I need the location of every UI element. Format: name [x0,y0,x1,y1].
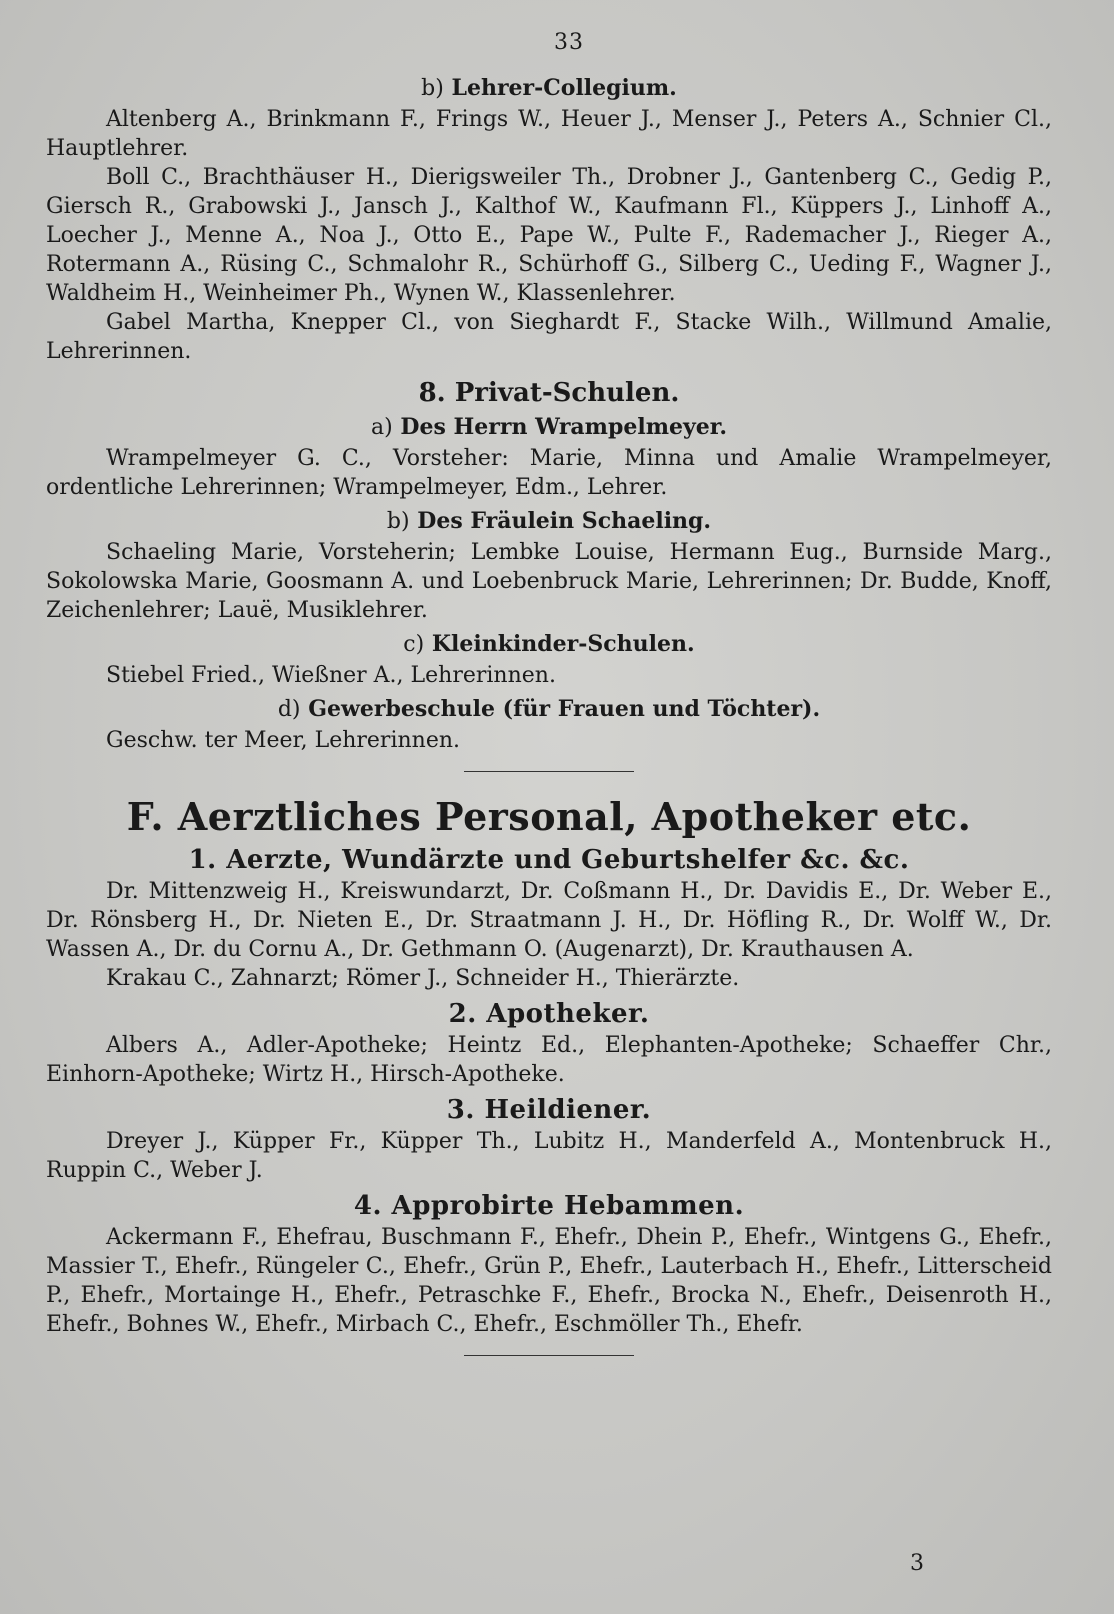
section-heading [46,508,1052,534]
name-list-paragraph: Schaeling Marie, Vorsteherin; Lembke Louise, Hermann Eug., Burnside Marg., Sokolowska Marie, Goosmann A. und Loebenbruck Marie, Lehrerinnen; Dr. Budde, Knoff, Zeichenlehrer; Lauë, Musiklehrer. [46,540,1052,623]
name-list-paragraph: Stiebel Fried., Wießner A., Lehrerinnen. [106,663,556,688]
name-list-paragraph: Krakau C., Zahnarzt; Römer J., Schneider H., Thierärzte. [106,966,740,991]
heading-text: 2. Apotheker. [448,999,650,1029]
heading-text: Des Herrn Wrampelmeyer. [400,414,727,440]
section-heading [46,378,1052,408]
section-heading [46,696,1052,722]
section-divider [464,1355,634,1356]
heading-label: b) [386,509,410,534]
name-list-paragraph: Albers A., Adler-Apotheke; Heintz Ed., Elephanten-Apotheke; Schaeffer Chr., Einhorn-Apotheke; Wirtz H., Hirsch-Apotheke. [46,1033,1052,1087]
heading-label: c) [403,632,425,657]
page-content [46,30,1052,1368]
name-list-paragraph: Dr. Mittenzweig H., Kreiswundarzt, Dr. Coßmann H., Dr. Davidis E., Dr. Weber E., Dr. Rönsberg H., Dr. Nieten E., Dr. Straatmann J. H., Dr. Höfling R., Dr. Wolff W., Dr. Wassen A., Dr. du Cornu A., Dr. Gethmann O. (Augenarzt), Dr. Krauthausen A. [46,879,1052,962]
heading-text: 1. Aerzte, Wundärzte und Geburtshelfer &c. &c. [188,845,910,875]
name-list-paragraph: Ackermann F., Ehefrau, Buschmann F., Ehefr., Dhein P., Ehefr., Wintgens G., Ehefr., Massier T., Ehefr., Rüngeler C., Ehefr., Grün P., Ehefr., Lauterbach H., Ehefr., Litterscheid P., Ehefr., Mortainge H., Ehefr., Petraschke F., Ehefr., Brocka N., Ehefr., Deisenroth H., Ehefr., Bohnes W., Ehefr., Mirbach C., Ehefr., Eschmöller Th., Ehefr. [46,1225,1052,1337]
name-list-paragraph: Dreyer J., Küpper Fr., Küpper Th., Lubitz H., Manderfeld A., Montenbruck H., Ruppin C., Weber J. [46,1129,1052,1183]
page-number: 33 [554,30,584,55]
heading-text: F. Aerztliches Personal, Apotheker etc. [126,794,972,839]
heading-text: 4. Approbirte Hebammen. [353,1191,745,1221]
heading-text: 3. Heildiener. [446,1095,652,1125]
section-heading [46,1095,1052,1125]
section-divider [464,771,634,772]
section-heading [46,794,1052,839]
name-list-paragraph: Wrampelmeyer G. C., Vorsteher: Marie, Minna und Amalie Wrampelmeyer, ordentliche Lehrerinnen; Wrampelmeyer, Edm., Lehrer. [46,446,1052,500]
heading-text: 8. Privat-Schulen. [418,378,680,408]
heading-text: Kleinkinder-Schulen. [431,631,695,657]
heading-label: b) [421,76,444,101]
name-list-paragraph: Altenberg A., Brinkmann F., Frings W., Heuer J., Menser J., Peters A., Schnier Cl., Hauptlehrer. [46,107,1052,161]
section-heading [46,631,1052,657]
name-list-paragraph: Gabel Martha, Knepper Cl., von Sieghardt F., Stacke Wilh., Willmund Amalie, Lehrerinnen. [46,310,1052,364]
heading-label: a) [371,415,393,440]
section-heading [46,75,1052,101]
section-heading [46,999,1052,1029]
heading-text: Des Fräulein Schaeling. [417,508,712,534]
heading-text: Gewerbeschule (für Frauen und Töchter). [308,696,821,722]
signature-number: 3 [910,1551,924,1576]
section-heading [46,1191,1052,1221]
heading-text: Lehrer-Collegium. [451,75,677,101]
heading-label: d) [277,697,301,722]
name-list-paragraph: Boll C., Brachthäuser H., Dierigsweiler Th., Drobner J., Gantenberg C., Gedig P., Giersch R., Grabowski J., Jansch J., Kalthof W., Kaufmann Fl., Küppers J., Linhoff A., Loecher J., Menne A., Noa J., Otto E., Pape W., Pulte F., Rademacher J., Rieger A., Rotermann A., Rüsing C., Schmalohr R., Schürhoff G., Silberg C., Ueding F., Wagner J., Waldheim H., Weinheimer Ph., Wynen W., Klassenlehrer. [46,165,1052,306]
section-heading [46,845,1052,875]
name-list-paragraph: Geschw. ter Meer, Lehrerinnen. [106,728,461,753]
section-heading [46,414,1052,440]
